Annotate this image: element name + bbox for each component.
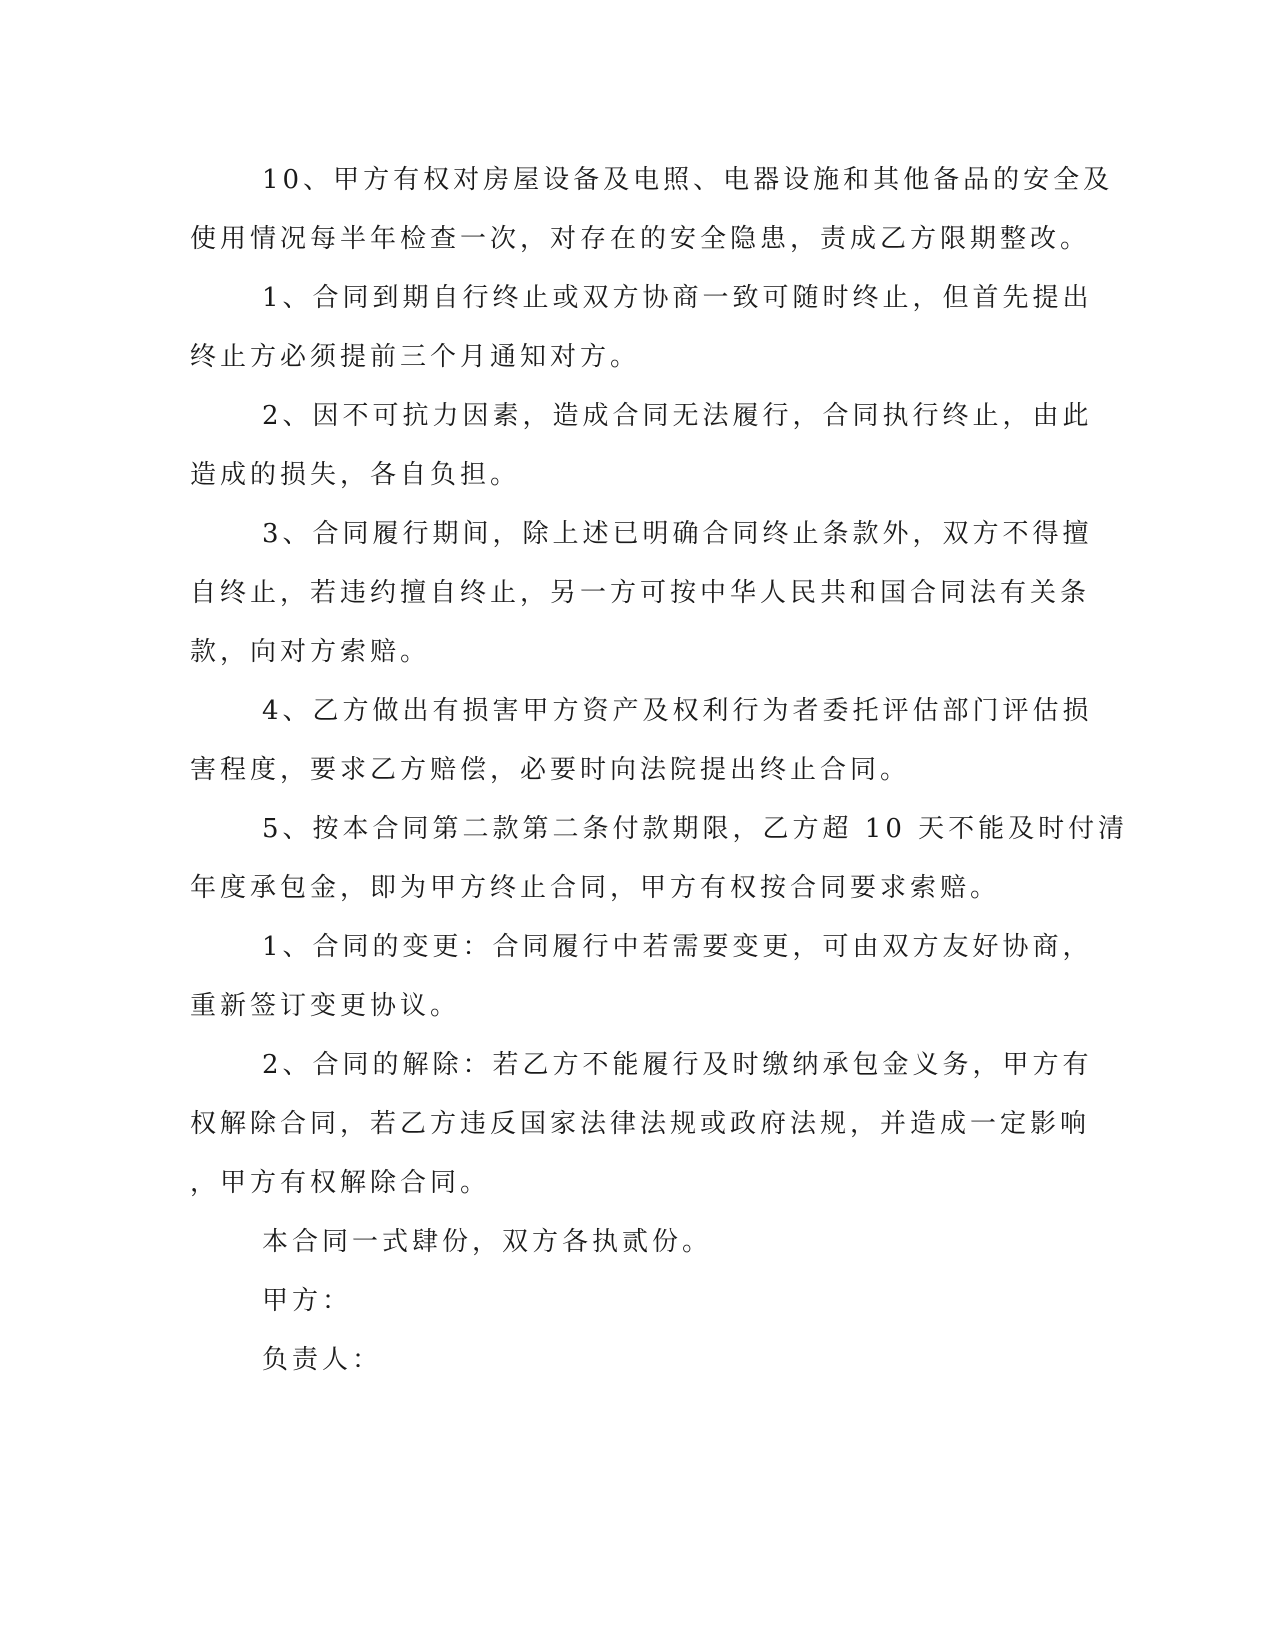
termination-clause-3-line-2: 自终止，若违约擅自终止，另一方可按中华人民共和国合同法有关条 xyxy=(190,578,1091,608)
termination-clause-1-line-2: 终止方必须提前三个月通知对方。 xyxy=(190,342,641,372)
responsible-person-label: 负责人： xyxy=(262,1345,383,1375)
contract-change-line-1: 1、合同的变更：合同履行中若需要变更，可由双方友好协商， xyxy=(262,932,1093,962)
clause-10-line-1: 10、甲方有权对房屋设备及电照、电器设施和其他备品的安全及 xyxy=(262,165,1114,195)
contract-dissolution-line-1: 2、合同的解除：若乙方不能履行及时缴纳承包金义务，甲方有 xyxy=(262,1050,1093,1080)
contract-change-line-2: 重新签订变更协议。 xyxy=(190,991,461,1021)
termination-clause-3-line-1: 3、合同履行期间，除上述已明确合同终止条款外，双方不得擅 xyxy=(262,519,1093,549)
termination-clause-4-line-1: 4、乙方做出有损害甲方资产及权利行为者委托评估部门评估损 xyxy=(262,696,1093,726)
copies-statement: 本合同一式肆份，双方各执贰份。 xyxy=(262,1227,713,1257)
termination-clause-5-line-1: 5、按本合同第二款第二条付款期限，乙方超 10 天不能及时付清 xyxy=(262,814,1129,844)
contract-dissolution-line-3: ，甲方有权解除合同。 xyxy=(190,1168,491,1198)
clause-10-line-2: 使用情况每半年检查一次，对存在的安全隐患，责成乙方限期整改。 xyxy=(190,224,1091,254)
termination-clause-1-line-1: 1、合同到期自行终止或双方协商一致可随时终止，但首先提出 xyxy=(262,283,1093,313)
termination-clause-2-line-2: 造成的损失，各自负担。 xyxy=(190,460,521,490)
contract-dissolution-line-2: 权解除合同，若乙方违反国家法律法规或政府法规，并造成一定影响 xyxy=(190,1109,1091,1139)
termination-clause-2-line-1: 2、因不可抗力因素，造成合同无法履行，合同执行终止，由此 xyxy=(262,401,1093,431)
termination-clause-5-line-2: 年度承包金，即为甲方终止合同，甲方有权按合同要求索赔。 xyxy=(190,873,1001,903)
party-a-label: 甲方： xyxy=(262,1286,353,1316)
termination-clause-3-line-3: 款，向对方索赔。 xyxy=(190,637,431,667)
termination-clause-4-line-2: 害程度，要求乙方赔偿，必要时向法院提出终止合同。 xyxy=(190,755,911,785)
